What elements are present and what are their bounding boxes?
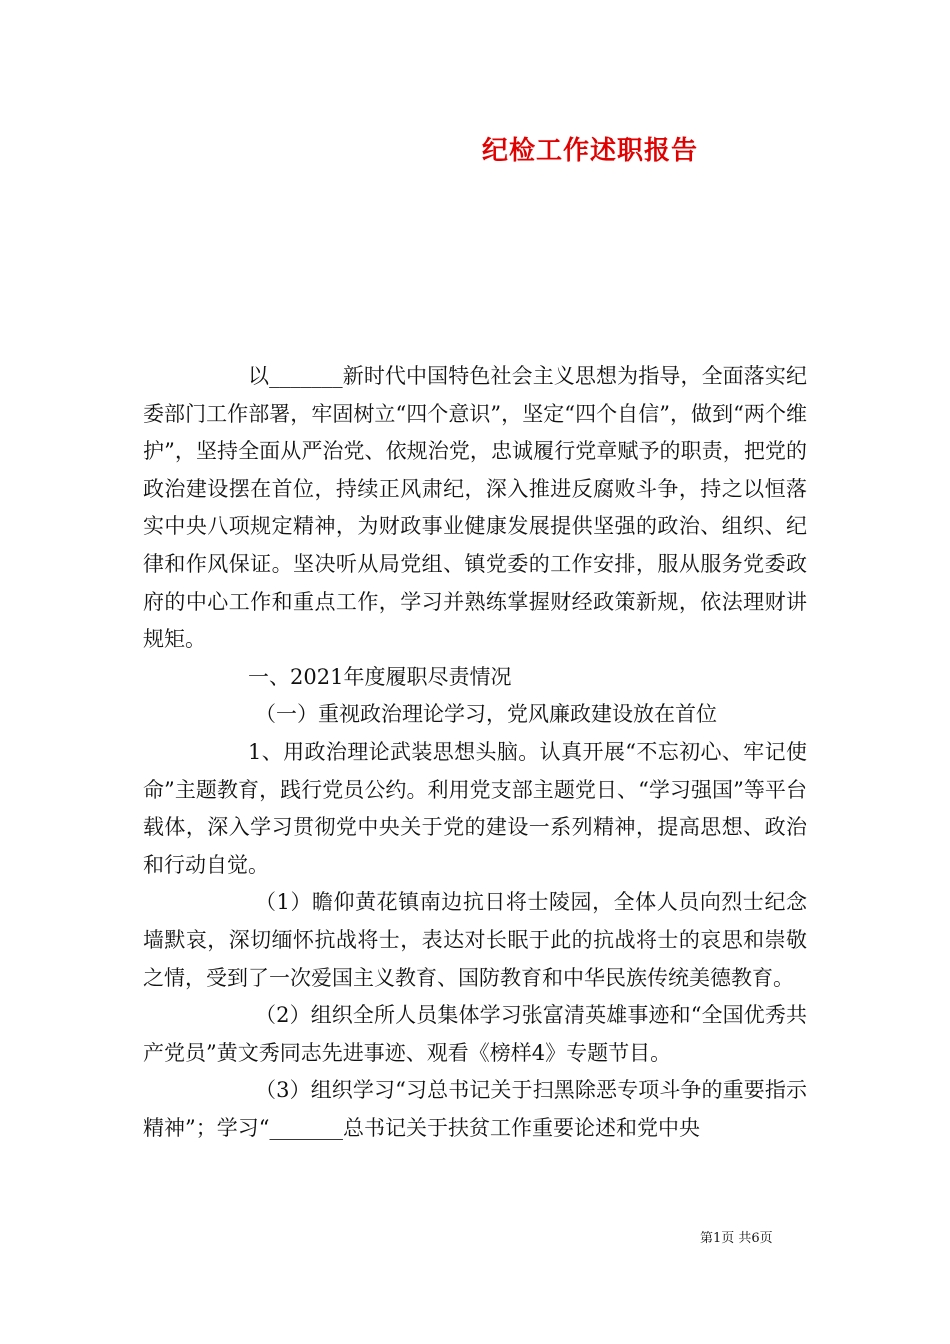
document-body: [143, 358, 807, 1147]
paragraph-subitem-2: （2）组织全所人员集体学习张富清英雄事迹和“全国优秀共产党员”黄文秀同志先进事迹、观看《榜样4》专题节目。: [143, 1003, 807, 1065]
paragraph-subitem-3: （3）组织学习“习总书记关于扫黑除恶专项斗争的重要指示精神”；学习“_______总书记关于扶贫工作重要论述和党中央: [143, 1078, 807, 1140]
subsection-heading-1: （一）重视政治理论学习，党风廉政建设放在首位: [255, 702, 717, 727]
paragraph-intro: 以_______新时代中国特色社会主义思想为指导，全面落实纪委部门工作部署，牢固树立“四个意识”，坚定“四个自信”，做到“两个维护”，坚持全面从严治党、依规治党，忠诚履行党章赋予的职责，把党的政治建设摆在首位，持续正风肃纪，深入推进反腐败斗争，持之以恒落实中央八项规定精神，为财政事业健康发展提供坚强的政治、组织、纪律和作风保证。坚决听从局党组、镇党委的工作安排，服从服务党委政府的中心工作和重点工作，学习并熟练掌握财经政策新规，依法理财讲规矩。: [143, 364, 807, 652]
page-number: 第1页 共6页: [700, 1231, 773, 1246]
section-heading-1: 一、2021年度履职尽责情况: [248, 664, 512, 689]
paragraph-subitem-1: （1）瞻仰黄花镇南边抗日将士陵园，全体人员向烈士纪念墙默哀，深切缅怀抗战将士，表达对长眠于此的抗战将士的哀思和崇敬之情，受到了一次爱国主义教育、国防教育和中华民族传统美德教育。: [143, 890, 807, 990]
document-title: 纪检工作述职报告: [481, 136, 698, 166]
paragraph-item-1: 1、用政治理论武装思想头脑。认真开展“不忘初心、牢记使命”主题教育，践行党员公约。利用党支部主题党日、“学习强国”等平台载体，深入学习贯彻党中央关于党的建设一系列精神，提高思想、政治和行动自觉。: [143, 739, 807, 877]
